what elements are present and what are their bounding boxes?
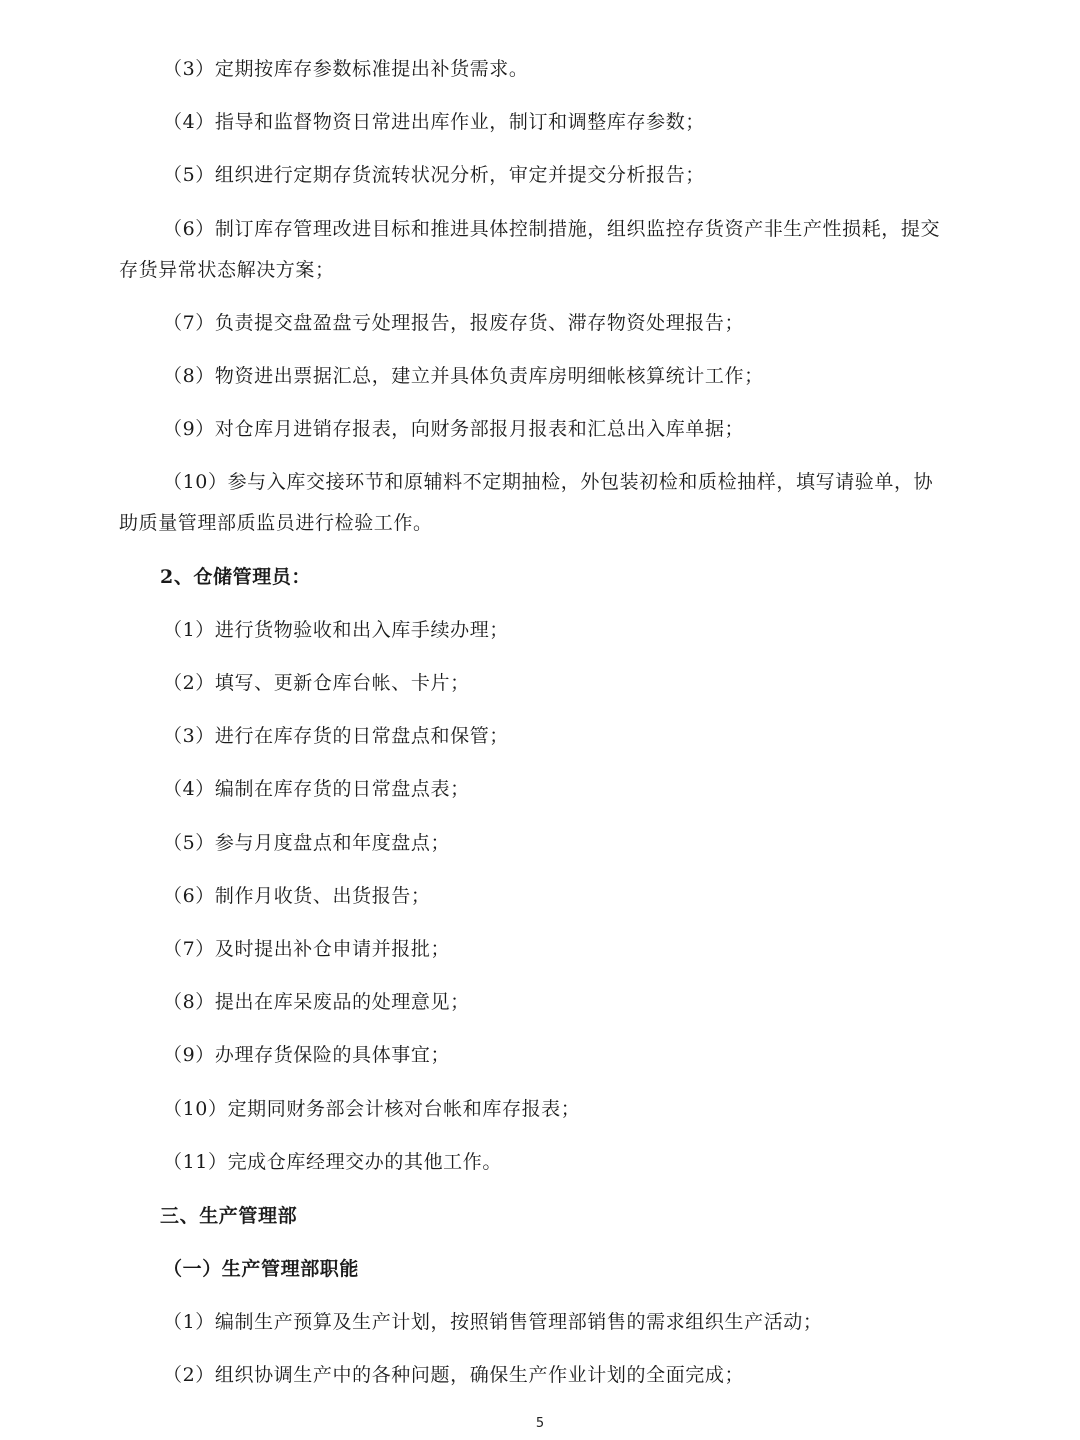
list-item: （11）完成仓库经理交办的其他工作。 xyxy=(163,1151,502,1173)
section-heading: 三、生产管理部 xyxy=(160,1205,298,1227)
list-item: （6）制作月收货、出货报告； xyxy=(163,885,431,907)
paragraph-line: （8）物资进出票据汇总，建立并具体负责库房明细帐核算统计工作； xyxy=(163,365,764,387)
paragraph-line: （6）制订库存管理改进目标和推进具体控制措施，组织监控存货资产非生产性损耗，提交 xyxy=(163,218,941,240)
paragraph-line: （10）参与入库交接环节和原辅料不定期抽检，外包装初检和质检抽样，填写请验单，协 xyxy=(163,471,934,493)
subsection-heading: （一）生产管理部职能 xyxy=(163,1258,360,1280)
list-item: （3）进行在库存货的日常盘点和保管； xyxy=(163,725,509,747)
section-heading: 2、仓储管理员： xyxy=(160,566,312,588)
paragraph-line: 助质量管理部质监员进行检验工作。 xyxy=(119,512,433,534)
list-item: （1）进行货物验收和出入库手续办理； xyxy=(163,619,509,641)
paragraph-line: （7）负责提交盘盈盘亏处理报告，报废存货、滞存物资处理报告； xyxy=(163,312,745,334)
paragraph-line: 存货异常状态解决方案； xyxy=(119,259,335,281)
paragraph-line: （5）组织进行定期存货流转状况分析，审定并提交分析报告； xyxy=(163,164,705,186)
list-item: （8）提出在库呆废品的处理意见； xyxy=(163,991,470,1013)
page-number: 5 xyxy=(535,1416,545,1431)
list-item: （2）填写、更新仓库台帐、卡片； xyxy=(163,672,470,694)
paragraph-line: （3）定期按库存参数标准提出补货需求。 xyxy=(163,58,529,80)
paragraph-line: （9）对仓库月进销存报表，向财务部报月报表和汇总出入库单据； xyxy=(163,418,745,440)
list-item: （7）及时提出补仓申请并报批； xyxy=(163,938,451,960)
list-item: （9）办理存货保险的具体事宜； xyxy=(163,1044,451,1066)
list-item: （2）组织协调生产中的各种问题，确保生产作业计划的全面完成； xyxy=(163,1364,745,1386)
list-item: （4）编制在库存货的日常盘点表； xyxy=(163,778,470,800)
list-item: （10）定期同财务部会计核对台帐和库存报表； xyxy=(163,1098,581,1120)
paragraph-line: （4）指导和监督物资日常进出库作业，制订和调整库存参数； xyxy=(163,111,705,133)
list-item: （5）参与月度盘点和年度盘点； xyxy=(163,832,451,854)
list-item: （1）编制生产预算及生产计划，按照销售管理部销售的需求组织生产活动； xyxy=(163,1311,823,1333)
